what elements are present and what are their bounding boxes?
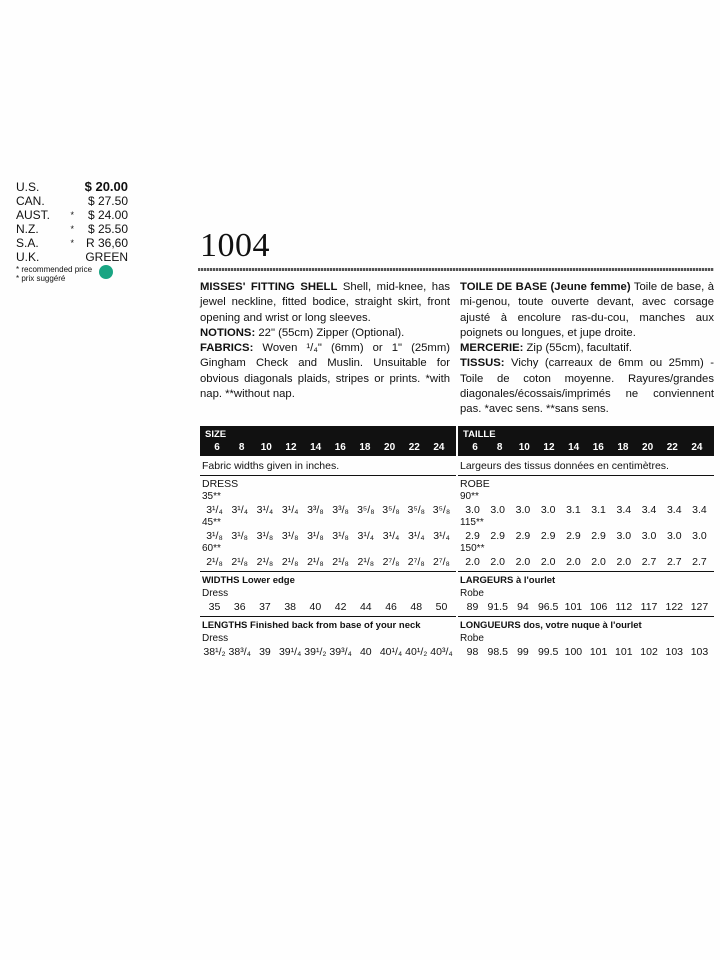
yardage-cell: 2¹/₈ [357, 556, 375, 568]
size-header-title: SIZE [205, 429, 227, 440]
size-cell: 8 [238, 442, 245, 453]
fabric-width-label: 115** [460, 517, 484, 528]
fabrics-label: FABRICS: [200, 342, 254, 355]
price-value: $ 24.00 [87, 208, 128, 222]
yardage-cell: 3.0 [616, 530, 632, 542]
price-row-can [16, 194, 128, 208]
yardage-cell: 3⁵/₈ [382, 504, 400, 516]
size-cell: 24 [433, 442, 445, 453]
width-cell: 96.5 [537, 601, 559, 613]
yardage-row [458, 555, 714, 569]
yardage-cell: 3.0 [692, 530, 707, 542]
length-cell: 99.5 [537, 646, 559, 658]
english-description [200, 280, 450, 402]
size-header [200, 426, 456, 456]
yardage-cell: 2.9 [515, 530, 531, 542]
pattern-number: 1004 [200, 227, 270, 264]
yardage-cell: 3.0 [465, 504, 480, 516]
price-value: GREEN [85, 250, 128, 264]
yardage-cell: 3⁵/₈ [357, 504, 375, 516]
yardage-table-french [458, 426, 714, 659]
yardage-cell: 3.0 [490, 504, 506, 516]
yardage-cell: 2¹/₈ [231, 556, 249, 568]
price-label: S.A. [16, 236, 39, 250]
yardage-row [458, 529, 714, 543]
yardage-cell: 3¹/₄ [382, 530, 400, 542]
english-title-text: Shell, mid-knee, has jewel neckline, fitted bodice, straight skirt, front opening and wrist or long sleeves. [200, 281, 450, 324]
length-cell: 39¹/₂ [304, 646, 327, 658]
size-cell: 22 [666, 442, 678, 453]
yardage-cell: 2⁷/₈ [382, 556, 400, 568]
largeurs-label: LARGEURS à l'ourlet [460, 575, 556, 586]
size-cell: 20 [642, 442, 654, 453]
widths-row [200, 600, 456, 614]
fabric-width-label: 60** [202, 543, 221, 554]
yardage-cell: 3⁵/₈ [432, 504, 451, 516]
recommended-note [16, 265, 128, 283]
size-cell: 6 [214, 442, 220, 453]
width-cell: 40 [309, 601, 322, 613]
yardage-cell: 3¹/₄ [433, 530, 450, 542]
width-cell: 38 [284, 601, 296, 613]
price-label: U.K. [16, 250, 40, 264]
size-cell: 18 [617, 442, 629, 453]
yardage-cell: 2.0 [515, 556, 531, 568]
yardage-cell: 2.0 [591, 556, 606, 568]
width-cell: 122 [665, 601, 684, 613]
fabrics-text: Woven ¹/₄" (6mm) or 1" (25mm) Gingham Check and Muslin. Unsuitable for obvious diagonals plaids, stripes or prints. *with nap. **without nap. [200, 342, 450, 401]
price-star: * [70, 224, 74, 234]
size-cell: 14 [310, 442, 322, 453]
yardage-table-english [200, 426, 456, 659]
width-cell: 101 [564, 601, 583, 613]
yardage-cell: 3¹/₄ [206, 504, 223, 516]
lengths-sub: Dress [202, 633, 229, 644]
yardage-cell: 2.9 [540, 530, 556, 542]
taille-header-title: TAILLE [463, 429, 496, 440]
yardage-cell: 2¹/₈ [256, 556, 274, 568]
largeurs-sub: Robe [460, 588, 484, 599]
green-dot-icon [99, 265, 113, 279]
price-row-uk [16, 250, 128, 264]
french-description [460, 280, 714, 418]
width-cell: 91.5 [487, 601, 508, 613]
size-cell: 8 [496, 442, 503, 453]
notions-label: NOTIONS: [200, 326, 256, 339]
length-cell: 40¹/₄ [379, 646, 403, 658]
price-row-nz [16, 222, 128, 236]
length-cell: 38¹/₂ [203, 646, 226, 658]
yardage-cell: 2.0 [490, 556, 506, 568]
size-cell: 12 [285, 442, 297, 453]
yardage-row [200, 555, 456, 569]
width-cell: 89 [466, 601, 479, 613]
fabric-width-note: Fabric widths given in inches. [200, 456, 456, 476]
widths-label: WIDTHS Lower edge [202, 575, 295, 586]
length-cell: 101 [589, 646, 608, 658]
yardage-cell: 2⁷/₈ [433, 556, 450, 568]
widths-sub: Dress [202, 588, 229, 599]
yardage-cell: 3¹/₈ [206, 530, 223, 542]
width-cell: 46 [385, 601, 397, 613]
price-star: * [70, 238, 74, 248]
yardage-cell: 3.1 [566, 504, 581, 516]
width-cell: 36 [233, 601, 246, 613]
yardage-cell: 3.4 [666, 504, 682, 516]
price-value: R 36,60 [85, 236, 128, 250]
price-star [60, 194, 74, 208]
width-cell: 112 [615, 601, 633, 613]
recommended-line-fr: * prix suggéré [16, 274, 66, 283]
width-cell: 94 [517, 601, 529, 613]
yardage-cell: 3.0 [666, 530, 682, 542]
width-cell: 127 [690, 601, 709, 613]
header-rule [198, 268, 714, 271]
yardage-cell: 2¹/₈ [307, 556, 324, 568]
yardage-cell: 2.7 [666, 556, 682, 568]
largeurs-row [458, 600, 714, 614]
price-value: $ 25.50 [87, 222, 128, 236]
yardage-cell: 2.0 [616, 556, 632, 568]
yardage-cell: 2.9 [566, 530, 581, 542]
size-cell: 14 [568, 442, 580, 453]
yardage-cell: 2⁷/₈ [407, 556, 425, 568]
taille-header [458, 426, 714, 456]
fabric-width-note: Largeurs des tissus données en centimètres. [458, 456, 714, 476]
yardage-cell: 2.7 [641, 556, 657, 568]
size-cell: 6 [472, 442, 478, 453]
size-cell: 10 [260, 442, 272, 453]
yardage-cell: 3³/₈ [307, 504, 324, 516]
yardage-cell: 3¹/₄ [256, 504, 274, 516]
size-cell: 18 [359, 442, 371, 453]
yardage-cell: 2.9 [465, 530, 480, 542]
price-label: U.S. [16, 180, 40, 194]
english-title: MISSES' FITTING SHELL [200, 281, 338, 293]
notions-text: 22" (55cm) Zipper (Optional). [255, 326, 405, 339]
length-cell: 98.5 [487, 646, 508, 658]
size-cell: 16 [334, 442, 346, 453]
yardage-cell: 2.0 [465, 556, 480, 568]
longueurs-sub: Robe [460, 633, 484, 644]
length-cell: 102 [640, 646, 658, 658]
length-cell: 103 [690, 646, 709, 658]
size-list [463, 442, 709, 453]
longueurs-label: LONGUEURS dos, votre nuque à l'ourlet [460, 620, 642, 631]
price-row-aust [16, 208, 128, 222]
length-cell: 103 [665, 646, 684, 658]
yardage-cell: 2.0 [540, 556, 556, 568]
yardage-cell: 3.4 [616, 504, 632, 516]
length-cell: 99 [517, 646, 529, 658]
yardage-row [200, 529, 456, 543]
yardage-cell: 3.0 [515, 504, 531, 516]
width-cell: 50 [435, 601, 448, 613]
length-cell: 39 [259, 646, 271, 658]
garment-label: DRESS [202, 478, 239, 490]
yardage-row [200, 503, 456, 517]
width-cell: 117 [640, 601, 658, 613]
yardage-cell: 3.0 [540, 504, 556, 516]
length-cell: 101 [615, 646, 633, 658]
width-cell: 37 [259, 601, 271, 613]
yardage-cell: 3¹/₄ [231, 504, 248, 516]
yardage-cell: 3⁵/₈ [407, 504, 425, 516]
lengths-row [200, 645, 456, 659]
french-title-text: Toile de base, à mi-genou, toute ouverte devant, avec corsage ajusté à encolure ras-du-cou, manches aux poignets ou longues, et jupe droite. [460, 281, 714, 339]
size-list [205, 442, 451, 453]
yardage-row [458, 503, 714, 517]
yardage-cell: 3.0 [641, 530, 657, 542]
yardage-cell: 3¹/₈ [281, 530, 299, 542]
yardage-cell: 2.0 [566, 556, 581, 568]
length-cell: 98 [466, 646, 479, 658]
price-label: CAN. [16, 194, 45, 208]
size-cell: 16 [592, 442, 604, 453]
width-cell: 42 [334, 601, 347, 613]
yardage-cell: 2¹/₈ [332, 556, 349, 568]
yardage-cell: 3¹/₄ [407, 530, 425, 542]
yardage-cell: 2.9 [591, 530, 606, 542]
yardage-cell: 3.4 [692, 504, 707, 516]
length-cell: 40¹/₂ [405, 646, 428, 658]
width-cell: 106 [589, 601, 608, 613]
longueurs-row [458, 645, 714, 659]
yardage-cell: 3¹/₈ [332, 530, 349, 542]
size-cell: 24 [691, 442, 703, 453]
price-value: $ 20.00 [84, 179, 128, 194]
french-title: TOILE DE BASE (Jeune femme) [460, 281, 631, 293]
recommended-line-en: * recommended price [16, 265, 93, 274]
tissus-label: TISSUS: [460, 357, 505, 370]
length-cell: 38³/₄ [228, 646, 251, 658]
yardage-cell: 3¹/₈ [231, 530, 249, 542]
width-cell: 35 [208, 601, 221, 613]
price-star [60, 250, 74, 264]
tissus-text: Vichy (carreaux de 6mm ou 25mm) - Toile de coton moyenne. Rayures/grandes diagonales/écossais/imprimés ne conviennent pas. *avec sens. **sans sens. [460, 357, 714, 416]
width-cell: 44 [359, 601, 372, 613]
fabric-width-label: 150** [460, 543, 485, 554]
fabric-width-label: 45** [202, 517, 221, 528]
fabric-width-label: 35** [202, 491, 221, 502]
yardage-cell: 3¹/₈ [256, 530, 274, 542]
price-value: $ 27.50 [87, 194, 128, 208]
mercerie-label: MERCERIE: [460, 342, 524, 355]
price-label: AUST. [16, 208, 51, 222]
length-cell: 39³/₄ [329, 646, 352, 658]
size-cell: 10 [518, 442, 530, 453]
width-cell: 48 [410, 601, 423, 613]
fabric-width-label: 90** [460, 491, 479, 502]
yardage-cell: 3¹/₄ [281, 504, 299, 516]
yardage-cell: 3¹/₈ [307, 530, 324, 542]
yardage-cell: 2.9 [490, 530, 506, 542]
price-row-us [16, 180, 128, 194]
size-cell: 20 [384, 442, 396, 453]
price-label: N.Z. [16, 222, 39, 236]
yardage-cell: 2.7 [692, 556, 707, 568]
mercerie-text: Zip (55cm), facultatif. [523, 342, 632, 355]
yardage-cell: 3.4 [641, 504, 657, 516]
price-star [60, 180, 74, 194]
price-row-sa [16, 236, 128, 250]
yardage-cell: 3¹/₄ [357, 530, 375, 542]
length-cell: 39¹/₄ [278, 646, 302, 658]
length-cell: 40 [359, 646, 372, 658]
yardage-cell: 2¹/₈ [281, 556, 299, 568]
lengths-label: LENGTHS Finished back from base of your neck [202, 620, 421, 631]
length-cell: 100 [564, 646, 583, 658]
price-panel [16, 180, 128, 283]
price-star: * [70, 210, 74, 220]
yardage-cell: 3.1 [591, 504, 606, 516]
garment-label: ROBE [460, 478, 490, 490]
length-cell: 40³/₄ [430, 646, 453, 658]
size-cell: 22 [408, 442, 420, 453]
size-cell: 12 [543, 442, 555, 453]
yardage-cell: 2¹/₈ [206, 556, 223, 568]
yardage-cell: 3³/₈ [332, 504, 349, 516]
